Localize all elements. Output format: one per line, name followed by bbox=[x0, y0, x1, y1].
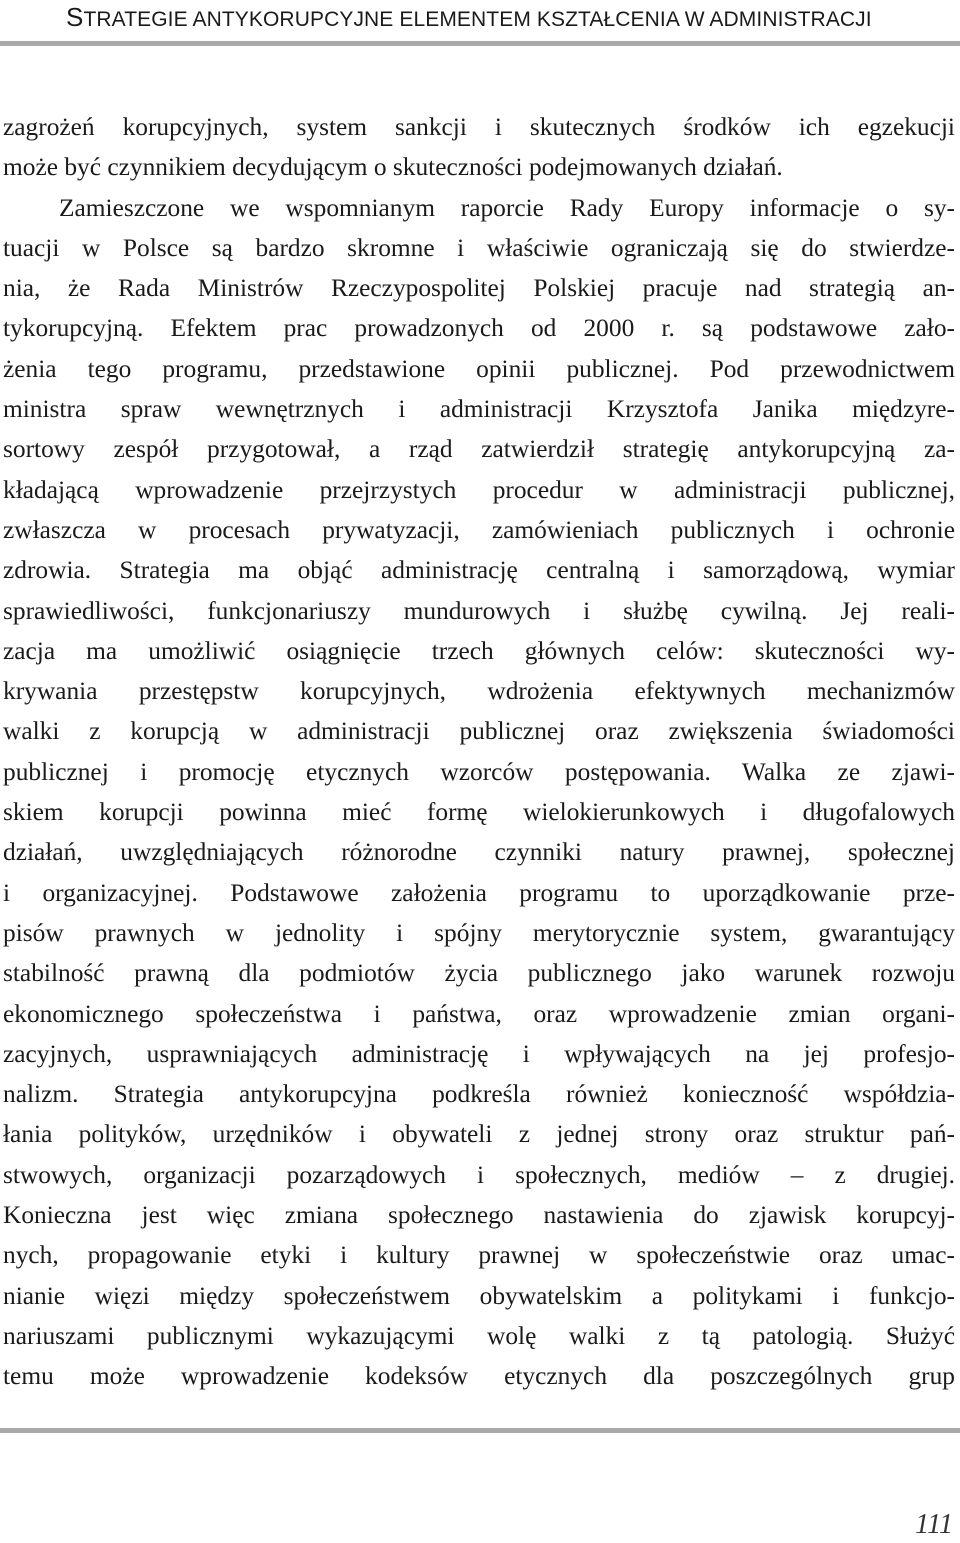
paragraph-2 bbox=[3, 188, 955, 1397]
text-line: walki z korupcją w administracji publicznej oraz zwiększenia świadomości bbox=[3, 717, 955, 746]
text-line: kładającą wprowadzenie przejrzystych procedur w administracji publicznej, bbox=[3, 475, 955, 504]
text-line: zacja ma umożliwić osiągnięcie trzech głównych celów: skuteczności wy- bbox=[3, 636, 955, 665]
text-line: może być czynnikiem decydującym o skuteczności podejmowanych działań. bbox=[3, 153, 783, 182]
text-line: krywania przestępstw korupcyjnych, wdrożenia efektywnych mechanizmów bbox=[3, 677, 955, 706]
text-line: zacyjnych, usprawniających administrację i wpływających na jej profesjo- bbox=[3, 1039, 955, 1068]
text-line: ministra spraw wewnętrznych i administracji Krzysztofa Janika międzyre- bbox=[3, 395, 955, 424]
text-line: Zamieszczone we wspomnianym raporcie Rady Europy informacje o sy- bbox=[59, 193, 955, 222]
text-line: skiem korupcji powinna mieć formę wielokierunkowych i długofalowych bbox=[3, 798, 955, 827]
body-text bbox=[3, 107, 955, 1397]
text-line: zwłaszcza w procesach prywatyzacji, zamówieniach publicznych i ochronie bbox=[3, 515, 955, 544]
text-line: publicznej i promocję etycznych wzorców postępowania. Walka ze zjawi- bbox=[3, 757, 955, 786]
text-line: działań, uwzględniających różnorodne czynniki natury prawnej, społecznej bbox=[3, 838, 955, 867]
text-line: sortowy zespół przygotował, a rząd zatwierdził strategię antykorupcyjną za- bbox=[3, 435, 955, 464]
page-number: 111 bbox=[915, 1509, 953, 1540]
text-line: zagrożeń korupcyjnych, system sankcji i skutecznych środków ich egzekucji bbox=[3, 113, 955, 141]
text-line: nianie więzi między społeczeństwem obywatelskim a politykami i funkcjo- bbox=[3, 1281, 955, 1310]
text-line: Konieczna jest więc zmiana społecznego nastawienia do zjawisk korupcyj- bbox=[3, 1201, 955, 1230]
text-line: temu może wprowadzenie kodeksów etycznych dla poszczególnych grup bbox=[3, 1362, 955, 1391]
text-line: sprawiedliwości, funkcjonariuszy mundurowych i służbę cywilną. Jej reali- bbox=[3, 596, 955, 625]
text-line: zdrowia. Strategia ma objąć administrację centralną i samorządową, wymiar bbox=[3, 556, 955, 585]
text-line: żenia tego programu, przedstawione opinii publicznej. Pod przewodnictwem bbox=[3, 354, 955, 383]
text-line: stwowych, organizacji pozarządowych i społecznych, mediów – z drugiej. bbox=[3, 1160, 955, 1189]
header-rule bbox=[0, 41, 960, 46]
text-line: nia, że Rada Ministrów Rzeczypospolitej Polskiej pracuje nad strategią an- bbox=[3, 274, 955, 303]
paragraph-1 bbox=[3, 107, 955, 188]
text-line: nalizm. Strategia antykorupcyjna podkreśla również konieczność współdzia- bbox=[3, 1080, 955, 1109]
footer-rule bbox=[0, 1428, 960, 1433]
header-title-rest: TRATEGIE ANTYKORUPCYJNE ELEMENTEM KSZTAŁCENIA W ADMINISTRACJI bbox=[83, 8, 872, 31]
text-line: ekonomicznego społeczeństwa i państwa, oraz wprowadzenie zmian organi- bbox=[3, 999, 955, 1028]
running-header-title bbox=[66, 2, 872, 35]
text-line: łania polityków, urzędników i obywateli z jednej strony oraz struktur pań- bbox=[3, 1120, 955, 1149]
text-line: i organizacyjnej. Podstawowe założenia programu to uporządkowanie prze- bbox=[3, 878, 955, 907]
text-line: nariuszami publicznymi wykazującymi wolę walki z tą patologią. Służyć bbox=[3, 1321, 955, 1350]
text-line: tykorupcyjną. Efektem prac prowadzonych od 2000 r. są podstawowe zało- bbox=[3, 314, 955, 343]
text-line: nych, propagowanie etyki i kultury prawnej w społeczeństwie oraz umac- bbox=[3, 1241, 955, 1270]
text-line: tuacji w Polsce są bardzo skromne i właściwie ograniczają się do stwierdze- bbox=[3, 233, 955, 262]
text-line: pisów prawnych w jednolity i spójny merytorycznie system, gwarantujący bbox=[3, 918, 955, 947]
header-title-initial: S bbox=[66, 2, 84, 32]
text-line: stabilność prawną dla podmiotów życia publicznego jako warunek rozwoju bbox=[3, 959, 955, 988]
